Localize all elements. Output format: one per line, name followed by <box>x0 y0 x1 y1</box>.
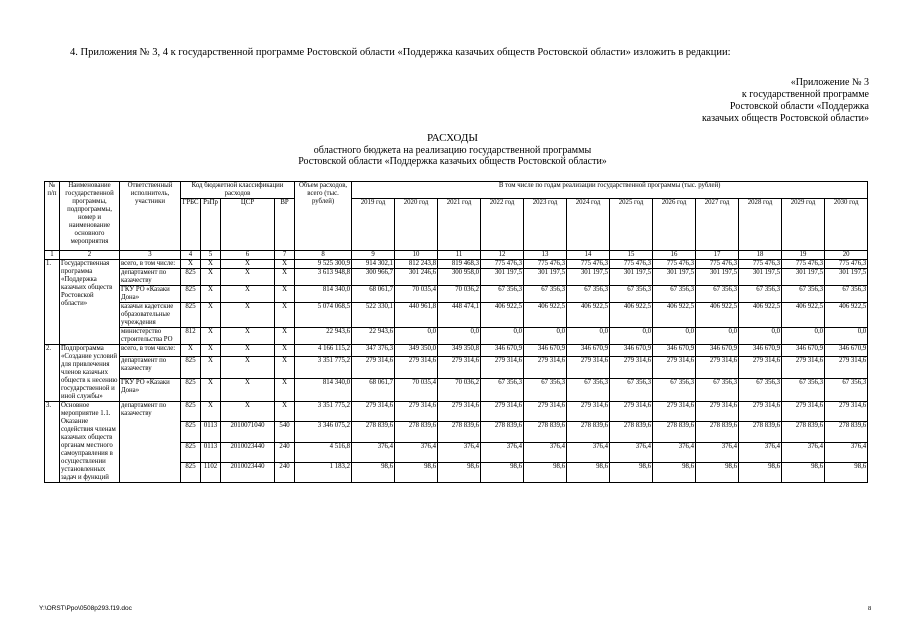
header-year: 2030 год <box>825 199 868 251</box>
year-amount: 278 839,6 <box>524 422 567 442</box>
year-amount: 914 302,1 <box>352 260 395 269</box>
year-amount: 279 314,6 <box>696 356 739 379</box>
total-amount: 22 943,6 <box>295 328 352 345</box>
year-amount: 775 476,3 <box>739 260 782 269</box>
header-grbs: ГРБС <box>181 199 201 251</box>
header-total: Объем расходов, всего (тыс. рублей) <box>295 182 352 251</box>
intro-paragraph: 4. Приложения № 3, 4 к государственной программе Ростовской области «Поддержка казачьих обществ Ростовской области» изложить в редакции: <box>70 47 731 58</box>
code-vr: 540 <box>275 422 295 442</box>
year-amount: 279 314,6 <box>653 356 696 379</box>
column-number: 17 <box>696 251 739 260</box>
year-amount: 279 314,6 <box>352 356 395 379</box>
year-amount: 376,4 <box>438 442 481 462</box>
year-amount: 376,4 <box>610 442 653 462</box>
column-number: 14 <box>567 251 610 260</box>
year-amount: 346 670,9 <box>825 345 868 357</box>
year-amount: 406 922,5 <box>567 303 610 328</box>
year-amount: 347 376,3 <box>352 345 395 357</box>
executor: департамент по казачеству <box>120 402 181 483</box>
year-amount: 279 314,6 <box>610 356 653 379</box>
year-amount: 279 314,6 <box>782 402 825 422</box>
year-amount: 376,4 <box>739 442 782 462</box>
year-amount: 279 314,6 <box>438 402 481 422</box>
year-amount: 67 356,3 <box>567 286 610 303</box>
code-rzpr: Х <box>201 260 221 269</box>
year-amount: 279 314,6 <box>825 356 868 379</box>
year-amount: 0,0 <box>481 328 524 345</box>
year-amount: 98,6 <box>395 462 438 482</box>
year-amount: 279 314,6 <box>610 402 653 422</box>
year-amount: 775 476,3 <box>696 260 739 269</box>
year-amount: 67 356,3 <box>825 379 868 402</box>
column-number: 18 <box>739 251 782 260</box>
code-vr: Х <box>275 356 295 379</box>
year-amount: 376,4 <box>352 442 395 462</box>
year-amount: 67 356,3 <box>739 286 782 303</box>
column-number: 9 <box>352 251 395 260</box>
year-amount: 0,0 <box>653 328 696 345</box>
year-amount: 67 356,3 <box>610 286 653 303</box>
code-rzpr: 0113 <box>201 422 221 442</box>
code-vr: Х <box>275 260 295 269</box>
column-number: 11 <box>438 251 481 260</box>
year-amount: 346 670,9 <box>610 345 653 357</box>
total-amount: 4 166 115,2 <box>295 345 352 357</box>
year-amount: 278 839,6 <box>782 422 825 442</box>
executor: департамент по казачеству <box>120 269 181 286</box>
year-amount: 278 839,6 <box>352 422 395 442</box>
year-amount: 70 035,4 <box>395 379 438 402</box>
code-csr: 2010071040 <box>221 422 275 442</box>
year-amount: 406 922,5 <box>825 303 868 328</box>
executor: ГКУ РО «Казаки Дона» <box>120 379 181 402</box>
year-amount: 67 356,3 <box>481 286 524 303</box>
heading-subtitle: областного бюджета на реализацию государственной программы <box>313 144 592 156</box>
year-amount: 67 356,3 <box>739 379 782 402</box>
table-row <box>45 269 868 286</box>
year-amount: 279 314,6 <box>352 402 395 422</box>
year-amount: 0,0 <box>567 328 610 345</box>
total-amount: 3 346 075,2 <box>295 422 352 442</box>
code-grbs: 825 <box>181 462 201 482</box>
year-amount: 98,6 <box>782 462 825 482</box>
year-amount: 301 197,5 <box>567 269 610 286</box>
year-amount: 279 314,6 <box>567 402 610 422</box>
year-amount: 70 036,2 <box>438 286 481 303</box>
year-amount: 67 356,3 <box>524 379 567 402</box>
year-amount: 0,0 <box>524 328 567 345</box>
column-number: 15 <box>610 251 653 260</box>
executor: всего, в том числе: <box>120 260 181 269</box>
header-budget-code: Код бюджетной классификации расходов <box>181 182 295 199</box>
year-amount: 278 839,6 <box>825 422 868 442</box>
program-name: Основное мероприятие 1.1. Оказание содействия членам казачьих обществ органам местного самоуправления в осуществлении установленных задач и функций <box>60 402 120 483</box>
column-number: 12 <box>481 251 524 260</box>
page-number: 8 <box>868 605 872 612</box>
header-years-title: В том числе по годам реализации государственной программы (тыс. рублей) <box>352 182 868 199</box>
year-amount: 346 670,9 <box>524 345 567 357</box>
code-vr: Х <box>275 286 295 303</box>
year-amount: 22 943,6 <box>352 328 395 345</box>
total-amount: 3 351 775,2 <box>295 402 352 422</box>
program-name: Государственная программа «Поддержка казачьих обществ Ростовской области» <box>60 260 120 345</box>
year-amount: 301 197,5 <box>739 269 782 286</box>
year-amount: 67 356,3 <box>481 379 524 402</box>
header-year: 2020 год <box>395 199 438 251</box>
year-amount: 346 670,9 <box>481 345 524 357</box>
code-grbs: Х <box>181 345 201 357</box>
year-amount: 68 061,7 <box>352 379 395 402</box>
annex-line: «Приложение № 3 <box>790 77 869 88</box>
year-amount: 301 197,5 <box>696 269 739 286</box>
year-amount: 70 036,2 <box>438 379 481 402</box>
year-amount: 279 314,6 <box>782 356 825 379</box>
year-amount: 775 476,3 <box>653 260 696 269</box>
year-amount: 0,0 <box>739 328 782 345</box>
year-amount: 67 356,3 <box>696 286 739 303</box>
column-number: 3 <box>120 251 181 260</box>
annex-line: Ростовской области «Поддержка <box>729 101 869 112</box>
code-vr: 240 <box>275 442 295 462</box>
year-amount: 279 314,6 <box>438 356 481 379</box>
year-amount: 775 476,3 <box>524 260 567 269</box>
code-vr: Х <box>275 345 295 357</box>
column-number: 2 <box>60 251 120 260</box>
year-amount: 346 670,9 <box>696 345 739 357</box>
code-rzpr: Х <box>201 286 221 303</box>
code-rzpr: Х <box>201 345 221 357</box>
year-amount: 0,0 <box>825 328 868 345</box>
year-amount: 278 839,6 <box>438 422 481 442</box>
year-amount: 301 197,5 <box>653 269 696 286</box>
year-amount: 70 035,4 <box>395 286 438 303</box>
year-amount: 346 670,9 <box>653 345 696 357</box>
year-amount: 279 314,6 <box>696 402 739 422</box>
code-csr: Х <box>221 269 275 286</box>
year-amount: 67 356,3 <box>825 286 868 303</box>
year-amount: 0,0 <box>395 328 438 345</box>
table-row <box>45 379 868 402</box>
year-amount: 278 839,6 <box>739 422 782 442</box>
year-amount: 279 314,6 <box>524 402 567 422</box>
year-amount: 406 922,5 <box>610 303 653 328</box>
header-year: 2022 год <box>481 199 524 251</box>
year-amount: 448 474,1 <box>438 303 481 328</box>
year-amount: 775 476,3 <box>481 260 524 269</box>
year-amount: 278 839,6 <box>481 422 524 442</box>
year-amount: 301 246,6 <box>395 269 438 286</box>
year-amount: 301 197,5 <box>782 269 825 286</box>
row-number: 3. <box>45 402 60 483</box>
column-number: 6 <box>221 251 275 260</box>
code-vr: Х <box>275 303 295 328</box>
total-amount: 4 516,8 <box>295 442 352 462</box>
year-amount: 98,6 <box>610 462 653 482</box>
year-amount: 98,6 <box>825 462 868 482</box>
year-amount: 98,6 <box>352 462 395 482</box>
total-amount: 3 613 948,8 <box>295 269 352 286</box>
header-year: 2028 год <box>739 199 782 251</box>
year-amount: 812 243,8 <box>395 260 438 269</box>
code-vr: Х <box>275 379 295 402</box>
year-amount: 279 314,6 <box>653 402 696 422</box>
column-number: 20 <box>825 251 868 260</box>
year-amount: 279 314,6 <box>395 356 438 379</box>
code-grbs: 825 <box>181 402 201 422</box>
code-grbs: 825 <box>181 379 201 402</box>
year-amount: 0,0 <box>696 328 739 345</box>
header-year: 2027 год <box>696 199 739 251</box>
column-number: 19 <box>782 251 825 260</box>
column-numbers-row <box>45 251 868 260</box>
expenses-table <box>44 181 868 483</box>
year-amount: 376,4 <box>395 442 438 462</box>
year-amount: 406 922,5 <box>481 303 524 328</box>
header-csr: ЦСР <box>221 199 275 251</box>
year-amount: 279 314,6 <box>524 356 567 379</box>
year-amount: 67 356,3 <box>653 379 696 402</box>
year-amount: 279 314,6 <box>825 402 868 422</box>
year-amount: 301 197,5 <box>524 269 567 286</box>
code-grbs: 825 <box>181 356 201 379</box>
annex-line: казачьих обществ Ростовской области» <box>701 113 869 124</box>
year-amount: 98,6 <box>696 462 739 482</box>
year-amount: 279 314,6 <box>567 356 610 379</box>
year-amount: 0,0 <box>610 328 653 345</box>
year-amount: 376,4 <box>524 442 567 462</box>
executor: министерство строительства РО <box>120 328 181 345</box>
year-amount: 67 356,3 <box>610 379 653 402</box>
total-amount: 9 525 300,9 <box>295 260 352 269</box>
code-rzpr: Х <box>201 269 221 286</box>
code-csr: Х <box>221 356 275 379</box>
year-amount: 279 314,6 <box>481 356 524 379</box>
code-grbs: 825 <box>181 303 201 328</box>
code-csr: Х <box>221 345 275 357</box>
code-csr: Х <box>221 286 275 303</box>
year-amount: 279 314,6 <box>481 402 524 422</box>
year-amount: 301 197,5 <box>825 269 868 286</box>
year-amount: 279 314,6 <box>395 402 438 422</box>
code-csr: Х <box>221 303 275 328</box>
year-amount: 376,4 <box>696 442 739 462</box>
file-path: Y:\ORST\Ppo\0508p293.f19.doc <box>39 605 132 612</box>
year-amount: 349 350,0 <box>395 345 438 357</box>
code-vr: Х <box>275 328 295 345</box>
total-amount: 814 340,0 <box>295 286 352 303</box>
total-amount: 814 340,0 <box>295 379 352 402</box>
year-amount: 67 356,3 <box>696 379 739 402</box>
year-amount: 301 197,5 <box>481 269 524 286</box>
year-amount: 775 476,3 <box>782 260 825 269</box>
total-amount: 3 351 775,2 <box>295 356 352 379</box>
year-amount: 278 839,6 <box>696 422 739 442</box>
header-year: 2021 год <box>438 199 481 251</box>
year-amount: 98,6 <box>524 462 567 482</box>
row-number: 1. <box>45 260 60 345</box>
year-amount: 68 061,7 <box>352 286 395 303</box>
column-number: 13 <box>524 251 567 260</box>
executor: казачьи кадетские образовательные учреждения <box>120 303 181 328</box>
year-amount: 376,4 <box>653 442 696 462</box>
year-amount: 98,6 <box>653 462 696 482</box>
year-amount: 67 356,3 <box>782 286 825 303</box>
year-amount: 278 839,6 <box>610 422 653 442</box>
year-amount: 522 330,1 <box>352 303 395 328</box>
header-year: 2019 год <box>352 199 395 251</box>
code-vr: 240 <box>275 462 295 482</box>
table-row <box>45 328 868 345</box>
code-csr: Х <box>221 328 275 345</box>
year-amount: 278 839,6 <box>395 422 438 442</box>
code-grbs: 825 <box>181 442 201 462</box>
code-grbs: 825 <box>181 269 201 286</box>
year-amount: 406 922,5 <box>653 303 696 328</box>
code-grbs: 825 <box>181 286 201 303</box>
header-name: Наименование государственной программы, подпрограммы, номер и наименование основного мероприятия <box>60 182 120 251</box>
code-grbs: Х <box>181 260 201 269</box>
table-row <box>45 260 868 269</box>
year-amount: 279 314,6 <box>739 402 782 422</box>
code-rzpr: Х <box>201 303 221 328</box>
code-csr: Х <box>221 260 275 269</box>
code-rzpr: 1102 <box>201 462 221 482</box>
header-year: 2024 год <box>567 199 610 251</box>
year-amount: 67 356,3 <box>524 286 567 303</box>
year-amount: 349 350,8 <box>438 345 481 357</box>
executor: департамент по казачеству <box>120 356 181 379</box>
header-year: 2029 год <box>782 199 825 251</box>
year-amount: 819 468,3 <box>438 260 481 269</box>
table-body <box>45 260 868 483</box>
executor: ГКУ РО «Казаки Дона» <box>120 286 181 303</box>
header-num: № п/п <box>45 182 60 251</box>
year-amount: 376,4 <box>825 442 868 462</box>
code-grbs: 825 <box>181 422 201 442</box>
year-amount: 301 197,5 <box>610 269 653 286</box>
table-row <box>45 356 868 379</box>
code-rzpr: Х <box>201 328 221 345</box>
year-amount: 406 922,5 <box>739 303 782 328</box>
annex-line: к государственной программе <box>741 89 869 100</box>
year-amount: 278 839,6 <box>653 422 696 442</box>
program-name: Подпрограмма «Создание условий для привлечения членов казачьих обществ к несению государственной и иной службы» <box>60 345 120 402</box>
code-csr: Х <box>221 379 275 402</box>
column-number: 16 <box>653 251 696 260</box>
year-amount: 406 922,5 <box>696 303 739 328</box>
code-rzpr: 0113 <box>201 442 221 462</box>
year-amount: 0,0 <box>782 328 825 345</box>
column-number: 1 <box>45 251 60 260</box>
year-amount: 98,6 <box>438 462 481 482</box>
year-amount: 775 476,3 <box>825 260 868 269</box>
total-amount: 1 183,2 <box>295 462 352 482</box>
year-amount: 346 670,9 <box>782 345 825 357</box>
header-executor: Ответственный исполнитель, участники <box>120 182 181 251</box>
code-rzpr: Х <box>201 379 221 402</box>
year-amount: 406 922,5 <box>524 303 567 328</box>
year-amount: 278 839,6 <box>567 422 610 442</box>
code-vr: Х <box>275 402 295 422</box>
year-amount: 67 356,3 <box>567 379 610 402</box>
code-grbs: 812 <box>181 328 201 345</box>
total-amount: 5 074 068,5 <box>295 303 352 328</box>
year-amount: 376,4 <box>567 442 610 462</box>
year-amount: 440 961,8 <box>395 303 438 328</box>
year-amount: 67 356,3 <box>653 286 696 303</box>
code-vr: Х <box>275 269 295 286</box>
year-amount: 98,6 <box>739 462 782 482</box>
year-amount: 0,0 <box>438 328 481 345</box>
code-csr: 2010023440 <box>221 462 275 482</box>
document-heading <box>0 133 905 168</box>
year-amount: 775 476,3 <box>610 260 653 269</box>
year-amount: 346 670,9 <box>739 345 782 357</box>
year-amount: 346 670,9 <box>567 345 610 357</box>
table-row <box>45 345 868 357</box>
column-number: 7 <box>275 251 295 260</box>
table-row <box>45 402 868 422</box>
row-number: 2. <box>45 345 60 402</box>
annex-reference <box>702 77 869 125</box>
year-amount: 775 476,3 <box>567 260 610 269</box>
header-rzpr: РзПр <box>201 199 221 251</box>
year-amount: 376,4 <box>481 442 524 462</box>
executor: всего, в том числе: <box>120 345 181 357</box>
year-amount: 98,6 <box>567 462 610 482</box>
year-amount: 300 958,0 <box>438 269 481 286</box>
table-row <box>45 286 868 303</box>
code-csr: 2010023440 <box>221 442 275 462</box>
header-year: 2023 год <box>524 199 567 251</box>
year-amount: 376,4 <box>782 442 825 462</box>
code-csr: Х <box>221 402 275 422</box>
code-rzpr: Х <box>201 356 221 379</box>
column-number: 5 <box>201 251 221 260</box>
column-number: 10 <box>395 251 438 260</box>
year-amount: 279 314,6 <box>739 356 782 379</box>
column-number: 4 <box>181 251 201 260</box>
year-amount: 67 356,3 <box>782 379 825 402</box>
heading-subtitle: Ростовской области «Поддержка казачьих обществ Ростовской области» <box>298 156 607 167</box>
heading-title: РАСХОДЫ <box>426 132 479 144</box>
column-number: 8 <box>295 251 352 260</box>
year-amount: 98,6 <box>481 462 524 482</box>
header-year: 2026 год <box>653 199 696 251</box>
year-amount: 406 922,5 <box>782 303 825 328</box>
table-row <box>45 303 868 328</box>
year-amount: 300 966,7 <box>352 269 395 286</box>
header-year: 2025 год <box>610 199 653 251</box>
header-vr: ВР <box>275 199 295 251</box>
code-rzpr: Х <box>201 402 221 422</box>
